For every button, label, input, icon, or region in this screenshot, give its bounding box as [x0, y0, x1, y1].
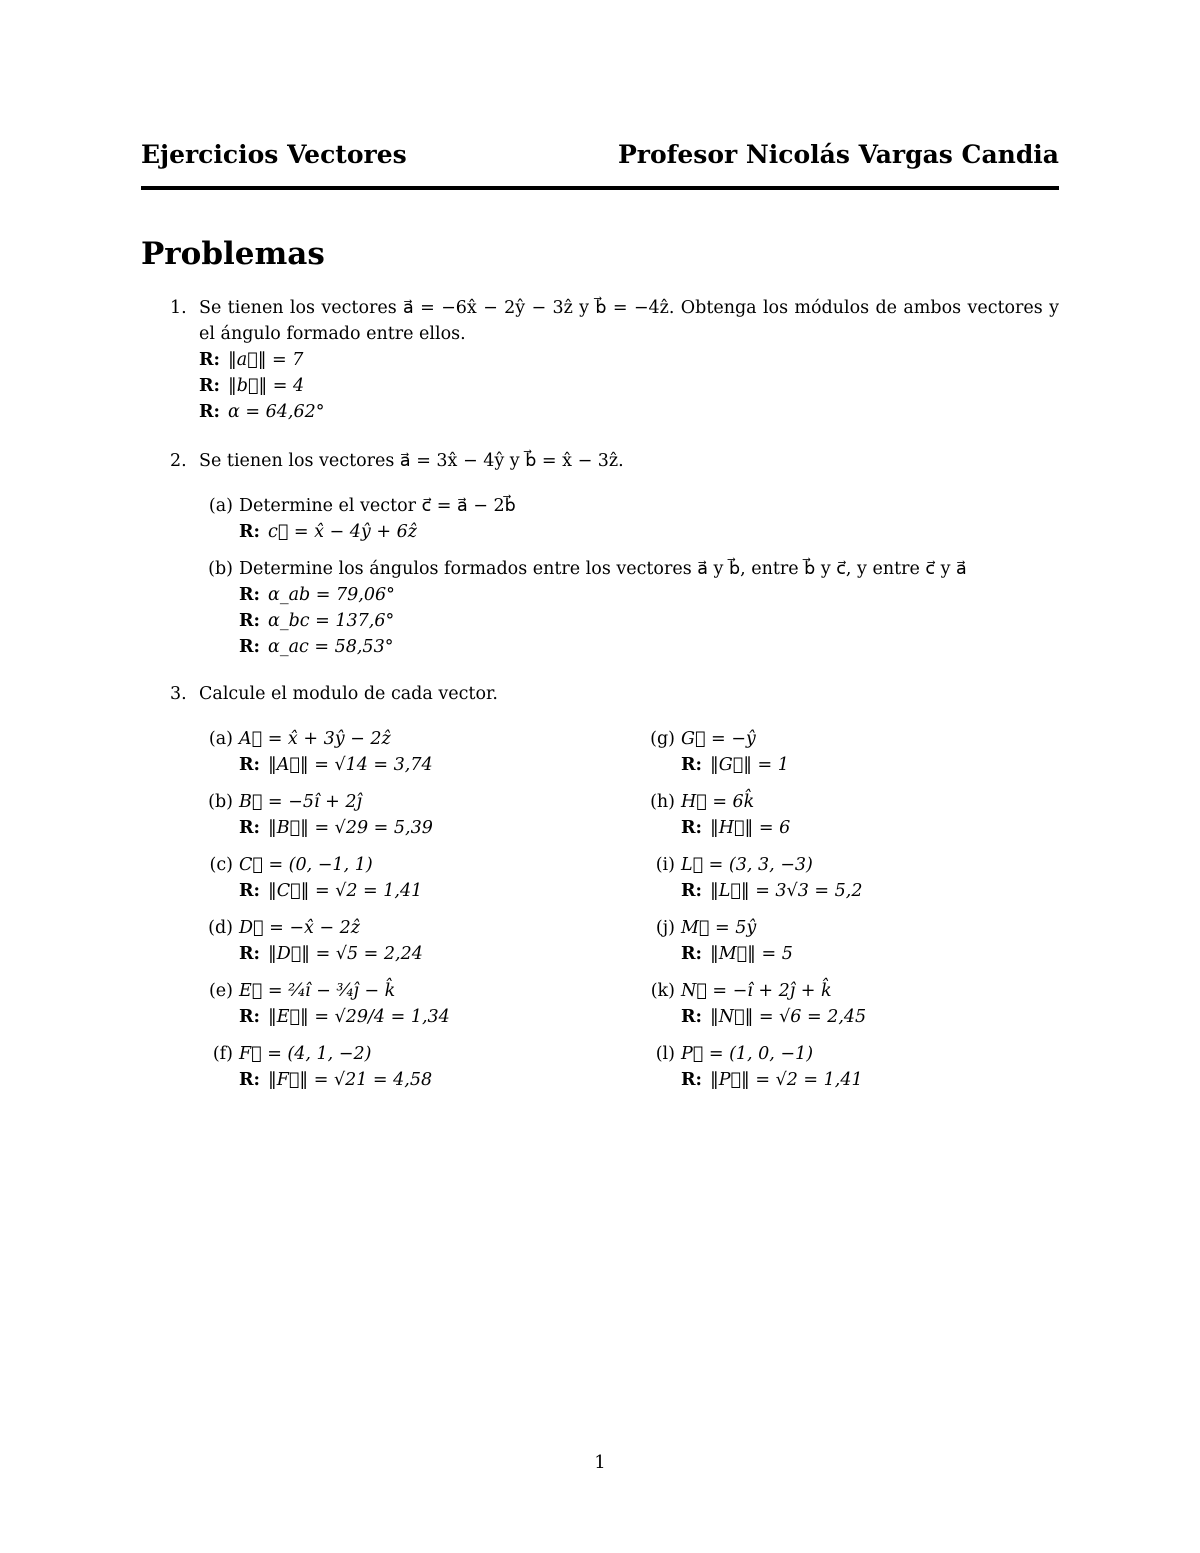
subpart-text: Determine los ángulos formados entre los vectores a⃗ y b⃗, entre b⃗ y c⃗, y entre c⃗ y a⃗ — [239, 559, 967, 579]
subpart-label: (i) — [655, 855, 675, 875]
subpart-label: (j) — [655, 918, 675, 938]
subpart-label: (b) — [208, 792, 233, 812]
subpart-content — [681, 789, 790, 841]
vector-expression: H⃗ = 6k̂ — [681, 792, 755, 812]
subpart-content — [681, 852, 862, 904]
problem-text: Calcule el modulo de cada vector. — [199, 684, 498, 704]
vector-expression: C⃗ = (0, −1, 1) — [239, 855, 373, 875]
subpart-content — [239, 1041, 432, 1093]
answer — [681, 1067, 863, 1093]
answer — [239, 582, 967, 608]
vector-expression: B⃗ = −5î + 2ĵ — [239, 792, 362, 812]
answer-value: ‖L⃗‖ = 3√3 = 5,2 — [710, 881, 863, 901]
answer — [681, 1004, 866, 1030]
subpart-content — [681, 978, 866, 1030]
subpart-label: (e) — [208, 981, 233, 1001]
vector-expression: A⃗ = x̂ + 3ŷ − 2ẑ — [239, 729, 391, 749]
header-rule — [141, 186, 1059, 190]
page-header — [141, 140, 1059, 169]
answer-value: ‖M⃗‖ = 5 — [710, 944, 793, 964]
problem-number: 1. — [170, 298, 187, 318]
subpart-content — [681, 1041, 863, 1093]
header-title: Ejercicios Vectores — [141, 140, 407, 169]
answer-value: α_ab = 79,06° — [268, 585, 395, 605]
vector-expression: E⃗ = ²⁄₄î − ³⁄₄ĵ − k̂ — [239, 981, 396, 1001]
answer — [681, 941, 793, 967]
answer-value: α_bc = 137,6° — [268, 611, 395, 631]
subpart-content — [239, 852, 422, 904]
subpart-label: (h) — [650, 792, 675, 812]
answer-prefix: R: — [681, 944, 703, 964]
answer-value: ‖G⃗‖ = 1 — [710, 755, 789, 775]
answer-value: ‖E⃗‖ = √29/4 = 1,34 — [268, 1007, 450, 1027]
answer — [681, 815, 790, 841]
answer — [239, 608, 967, 634]
problem-text: Se tienen los vectores a⃗ = 3x̂ − 4ŷ y b⃗ = x̂ − 3ẑ. — [199, 451, 624, 471]
answer-value: ‖N⃗‖ = √6 = 2,45 — [710, 1007, 867, 1027]
header-author: Profesor Nicolás Vargas Candia — [617, 140, 1059, 169]
subpart-label: (a) — [208, 729, 233, 749]
problem-body — [199, 681, 1059, 707]
answer-prefix: R: — [681, 755, 703, 775]
answer-prefix: R: — [681, 881, 703, 901]
page-number: 1 — [594, 1452, 606, 1473]
answer-prefix: R: — [681, 818, 703, 838]
answer — [681, 878, 862, 904]
subpart-label: (d) — [208, 918, 233, 938]
answer-prefix: R: — [239, 637, 261, 657]
answer-prefix: R: — [239, 611, 261, 631]
answer — [239, 752, 433, 778]
section-title: Problemas — [141, 236, 325, 272]
answer — [681, 752, 789, 778]
subpart-label: (g) — [650, 729, 675, 749]
answer — [239, 519, 516, 545]
answer-value: ‖D⃗‖ = √5 = 2,24 — [268, 944, 423, 964]
answer-value: ‖F⃗‖ = √21 = 4,58 — [268, 1070, 433, 1090]
subpart-content — [239, 556, 967, 660]
answer-prefix: R: — [199, 376, 221, 396]
vector-expression: P⃗ = (1, 0, −1) — [681, 1044, 814, 1064]
answer-prefix: R: — [239, 944, 261, 964]
vector-expression: N⃗ = −î + 2ĵ + k̂ — [681, 981, 832, 1001]
vector-expression: F⃗ = (4, 1, −2) — [239, 1044, 372, 1064]
problem-text: Se tienen los vectores a⃗ = −6x̂ − 2ŷ − 3ẑ y b⃗ = −4ẑ. Obtenga los módulos de ambos vectores y el ángulo formado entre ellos. — [199, 298, 1059, 344]
answer — [199, 399, 1059, 425]
subpart-content — [239, 789, 433, 841]
answer-value: c⃗ = x̂ − 4ŷ + 6ẑ — [268, 522, 417, 542]
answer-value: α = 64,62° — [228, 402, 325, 422]
answer-prefix: R: — [239, 585, 261, 605]
subpart-content — [239, 726, 433, 778]
answer — [239, 815, 433, 841]
answer-prefix: R: — [239, 755, 261, 775]
answer-prefix: R: — [681, 1007, 703, 1027]
answer — [199, 373, 1059, 399]
subpart-content — [239, 493, 516, 545]
answer-prefix: R: — [239, 818, 261, 838]
answer-value: ‖P⃗‖ = √2 = 1,41 — [710, 1070, 863, 1090]
subpart-content — [681, 915, 793, 967]
answer-prefix: R: — [199, 350, 221, 370]
subpart-content — [239, 915, 423, 967]
answer-value: ‖B⃗‖ = √29 = 5,39 — [268, 818, 433, 838]
subpart-label: (a) — [208, 496, 233, 516]
answer-prefix: R: — [681, 1070, 703, 1090]
answer-prefix: R: — [199, 402, 221, 422]
subpart-label: (f) — [212, 1044, 233, 1064]
answer-value: ‖b⃗‖ = 4 — [228, 376, 305, 396]
subpart-label: (k) — [650, 981, 675, 1001]
answer-value: ‖A⃗‖ = √14 = 3,74 — [268, 755, 433, 775]
answer — [239, 1067, 432, 1093]
subpart-text: Determine el vector c⃗ = a⃗ − 2b⃗ — [239, 496, 516, 516]
subpart-content — [681, 726, 789, 778]
answer — [199, 347, 1059, 373]
answer — [239, 941, 423, 967]
answer-value: ‖a⃗‖ = 7 — [228, 350, 304, 370]
answer — [239, 878, 422, 904]
problem-body — [199, 295, 1059, 425]
subpart-label: (c) — [209, 855, 233, 875]
problem-number: 3. — [170, 684, 187, 704]
vector-expression: G⃗ = −ŷ — [681, 729, 756, 749]
answer-prefix: R: — [239, 1007, 261, 1027]
subpart-content — [239, 978, 450, 1030]
answer-value: ‖C⃗‖ = √2 = 1,41 — [268, 881, 423, 901]
subpart-label: (l) — [655, 1044, 675, 1064]
vector-expression: L⃗ = (3, 3, −3) — [681, 855, 813, 875]
answer-prefix: R: — [239, 1070, 261, 1090]
problem-number: 2. — [170, 451, 187, 471]
answer-prefix: R: — [239, 881, 261, 901]
answer-prefix: R: — [239, 522, 261, 542]
answer-value: ‖H⃗‖ = 6 — [710, 818, 791, 838]
answer-value: α_ac = 58,53° — [268, 637, 394, 657]
vector-expression: M⃗ = 5ŷ — [681, 918, 757, 938]
subpart-label: (b) — [208, 559, 233, 579]
problem-body — [199, 448, 1059, 474]
answer — [239, 634, 967, 660]
answer — [239, 1004, 450, 1030]
vector-expression: D⃗ = −x̂ − 2ẑ — [239, 918, 360, 938]
